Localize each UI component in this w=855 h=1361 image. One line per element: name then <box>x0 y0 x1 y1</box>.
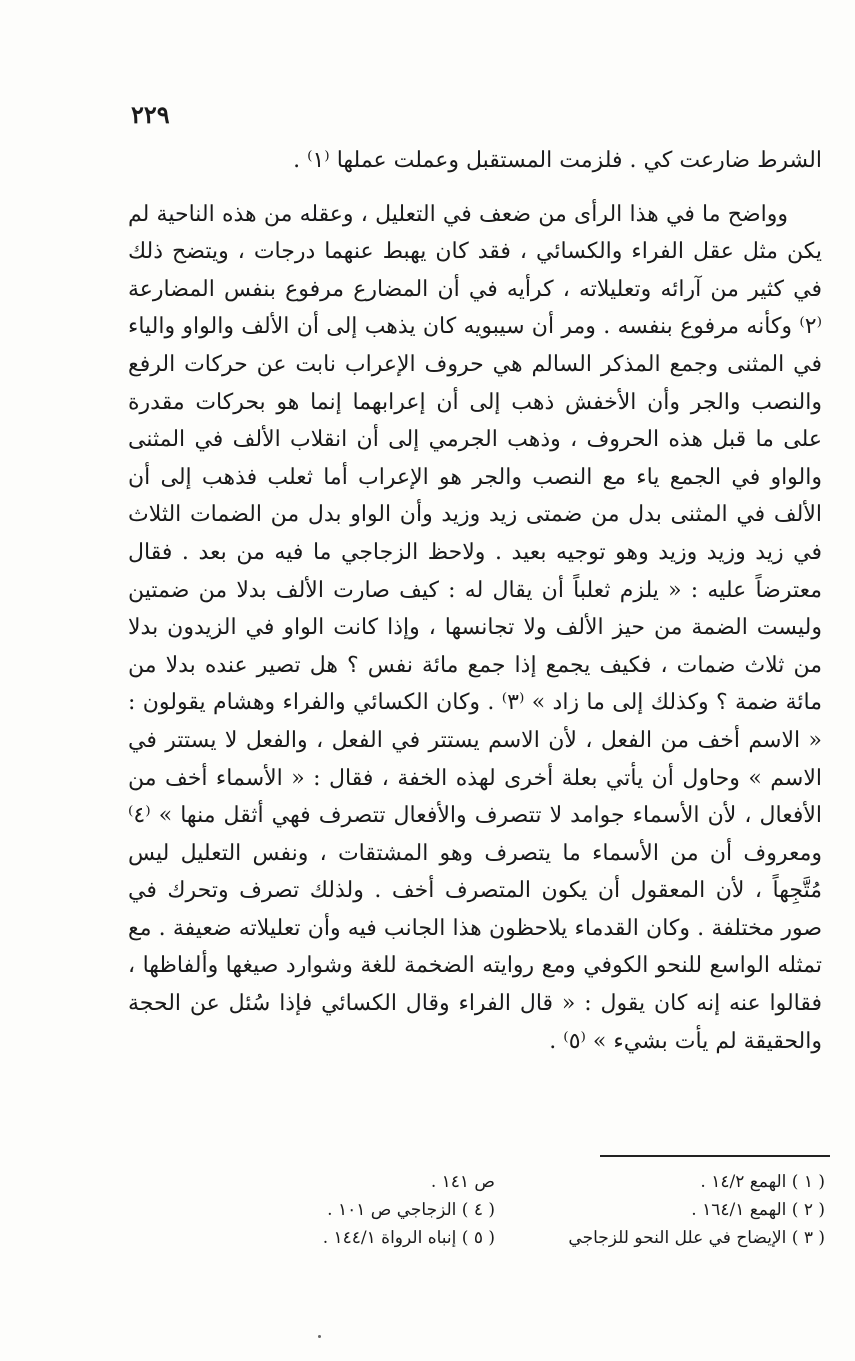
page-number: ٢٢٩ <box>131 100 170 129</box>
footnote-3: ( ٣ ) الإيضاح في علل النحو للزجاجي <box>568 1228 825 1248</box>
print-speck <box>318 1335 321 1338</box>
footnote-row <box>225 1196 825 1224</box>
footnote-3-continuation: ص ١٤١ . <box>430 1172 495 1192</box>
footnote-divider <box>600 1155 830 1157</box>
footnote-row <box>225 1168 825 1196</box>
footnotes <box>225 1168 825 1252</box>
paragraph-main: وواضح ما في هذا الرأى من ضعف في التعليل ، وعقله من هذه الناحية لم يكن مثل عقل الفراء والكسائي ، فقد كان يهبط عنهما درجات ، ويتضح ذلك في كثير من آرائه وتعليلاته ، كرأيه في أن المضارع مرفوع بنفس المضارعة ⁽٢⁾ وكأنه مرفوع بنفسه . ومر أن سيبويه كان يذهب إلى أن الألف والواو والياء في المثنى وجمع المذكر السالم هي حروف الإعراب نابت عن حركات الرفع والنصب والجر وأن الأخفش ذهب إلى أن إعرابهما إنما هو بحركات مقدرة على ما قبل هذه الحروف ، وذهب الجرمي إلى أن انقلاب الألف في المثنى والواو في الجمع ياء مع النصب والجر هو الإعراب أما ثعلب فذهب إلى أن الألف في المثنى بدل من ضمتى زيد وزيد وأن الواو بدل من الضمات الثلاث في زيد وزيد وزيد وهو توجيه بعيد . ولاحظ الزجاجي ما فيه من بعد . فقال معترضاً عليه : « يلزم ثعلباً أن يقال له : كيف صارت الألف بدلا من ضمتين وليست الضمة من حيز الألف ولا تجانسها ، وإذا كانت الواو في الزيدون بدلا من ثلاث ضمات ، فكيف يجمع إذا جمع مائة نفس ؟ هل تصير عنده بدلا من مائة ضمة ؟ وكذلك إلى ما زاد » ⁽٣⁾ . وكان الكسائي والفراء وهشام يقولون : « الاسم أخف من الفعل ، لأن الاسم يستتر في الفعل ، والفعل لا يستتر في الاسم » وحاول أن يأتي بعلة أخرى لهذه الخفة ، فقال : « الأسماء أخف من الأفعال ، لأن الأسماء جوامد لا تتصرف والأفعال تتصرف فهي أثقل منها » ⁽٤⁾ ومعروف أن من الأسماء ما يتصرف وهو المشتقات ، ونفس التعليل ليس مُتَّجِهاً ، لأن المعقول أن يكون المتصرف أخف . ولذلك تصرف وتحرك في صور مختلفة . وكان القدماء يلاحظون هذا الجانب فيه وأن تعليلاته ضعيفة . مع تمثله الواسع للنحو الكوفي ومع روايته الضخمة للغة وشوارد صيغها وألفاظها ، فقالوا عنه إنه كان يقول : « قال الفراء وقال الكسائي فإذا سُئل عن الحجة والحقيقة لم يأت بشيء » ⁽٥⁾ . <box>128 201 822 1054</box>
footnote-row <box>225 1224 825 1252</box>
footnote-1: ( ١ ) الهمع ١٤/٢ . <box>700 1172 825 1192</box>
paragraph-continuation: الشرط ضارعت كي . فلزمت المستقبل وعملت عملها ⁽١⁾ . <box>293 148 822 173</box>
footnote-2: ( ٢ ) الهمع ١٦٤/١ . <box>691 1200 825 1220</box>
footnote-4: ( ٤ ) الزجاجي ص ١٠١ . <box>327 1200 495 1220</box>
footnote-5: ( ٥ ) إنباه الرواة ١٤٤/١ . <box>322 1228 495 1248</box>
body-text <box>128 142 822 1060</box>
